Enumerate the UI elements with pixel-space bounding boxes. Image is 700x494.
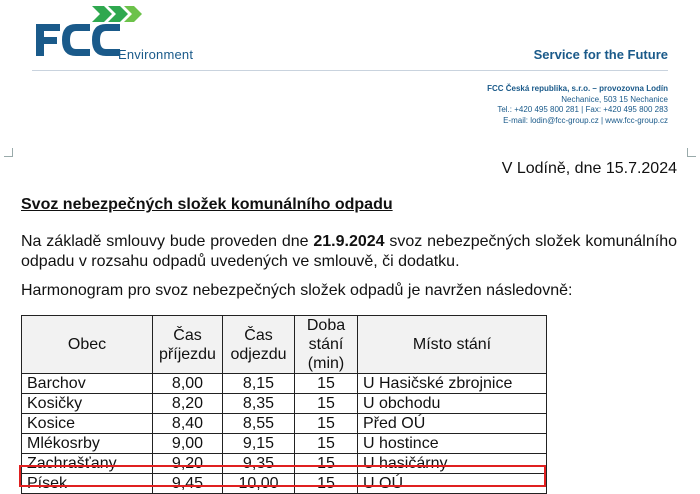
- intro-paragraph: [21, 232, 677, 272]
- header-odjezd: Čas odjezdu: [223, 316, 295, 374]
- intro-suffix: svoz nebezpečných složek komunálního odpadu v rozsahu odpadů uvedených ve smlouvě, či dodatku.: [21, 233, 677, 270]
- cell-odjezd: 8,15: [223, 374, 295, 394]
- cell-doba: 15: [295, 394, 358, 414]
- collection-date: 21.9.2024: [313, 233, 385, 250]
- table-row: [22, 374, 547, 394]
- company-address: Nechanice, 503 15 Nechanice: [561, 94, 668, 104]
- cell-misto: Před OÚ: [358, 414, 547, 434]
- cell-misto: U Hasičské zbrojnice: [358, 374, 547, 394]
- crop-mark-left: [4, 148, 13, 157]
- cell-misto: U hostince: [358, 434, 547, 454]
- cell-obec: Písek: [22, 474, 153, 494]
- cell-odjezd: 9,15: [223, 434, 295, 454]
- cell-prijezd: 8,00: [153, 374, 223, 394]
- crop-mark-right: [687, 148, 696, 157]
- cell-prijezd: 9,20: [153, 454, 223, 474]
- cell-doba: 15: [295, 474, 358, 494]
- company-name: FCC Česká republika, s.r.o. – provozovna Lodín: [487, 84, 668, 93]
- tagline: Service for the Future: [533, 47, 668, 62]
- cell-misto: U OÚ: [358, 474, 547, 494]
- intro-prefix: Na základě smlouvy bude proveden dne: [21, 233, 314, 250]
- document-date: V Lodíně, dne 15.7.2024: [501, 160, 677, 177]
- table-header-row: [22, 316, 547, 374]
- cell-misto: U hasičárny: [358, 454, 547, 474]
- cell-prijezd: 9,00: [153, 434, 223, 454]
- logo-subtitle: Environment: [118, 47, 194, 62]
- table-row: [22, 454, 547, 474]
- cell-doba: 15: [295, 374, 358, 394]
- cell-obec: Kosičky: [22, 394, 153, 414]
- cell-prijezd: 9,45: [153, 474, 223, 494]
- header-prijezd: Čas příjezdu: [153, 316, 223, 374]
- cell-obec: Zachrašťany: [22, 454, 153, 474]
- company-web: E-mail: lodin@fcc-group.cz | www.fcc-group.cz: [503, 115, 668, 125]
- document-heading: Svoz nebezpečných složek komunálního odpadu: [21, 196, 393, 213]
- table-row: [22, 414, 547, 434]
- cell-prijezd: 8,20: [153, 394, 223, 414]
- table-row: [22, 434, 547, 454]
- cell-prijezd: 8,40: [153, 414, 223, 434]
- schedule-table: [21, 315, 547, 494]
- cell-doba: 15: [295, 414, 358, 434]
- header-misto: Místo stání: [358, 316, 547, 374]
- cell-doba: 15: [295, 434, 358, 454]
- company-contact: Tel.: +420 495 800 281 | Fax: +420 495 800 283: [497, 105, 668, 114]
- header-divider: [32, 70, 668, 71]
- cell-doba: 15: [295, 454, 358, 474]
- cell-odjezd: 9,35: [223, 454, 295, 474]
- header-doba: Doba stání (min): [295, 316, 358, 374]
- table-row: [22, 394, 547, 414]
- company-info: [487, 84, 668, 126]
- cell-obec: Barchov: [22, 374, 153, 394]
- cell-obec: Mlékosrby: [22, 434, 153, 454]
- cell-odjezd: 8,35: [223, 394, 295, 414]
- cell-odjezd: 8,55: [223, 414, 295, 434]
- cell-obec: Kosice: [22, 414, 153, 434]
- header-obec: Obec: [22, 316, 153, 374]
- cell-odjezd: 10,00: [223, 474, 295, 494]
- schedule-intro: Harmonogram pro svoz nebezpečných složek odpadů je navržen následovně:: [21, 282, 573, 299]
- cell-misto: U obchodu: [358, 394, 547, 414]
